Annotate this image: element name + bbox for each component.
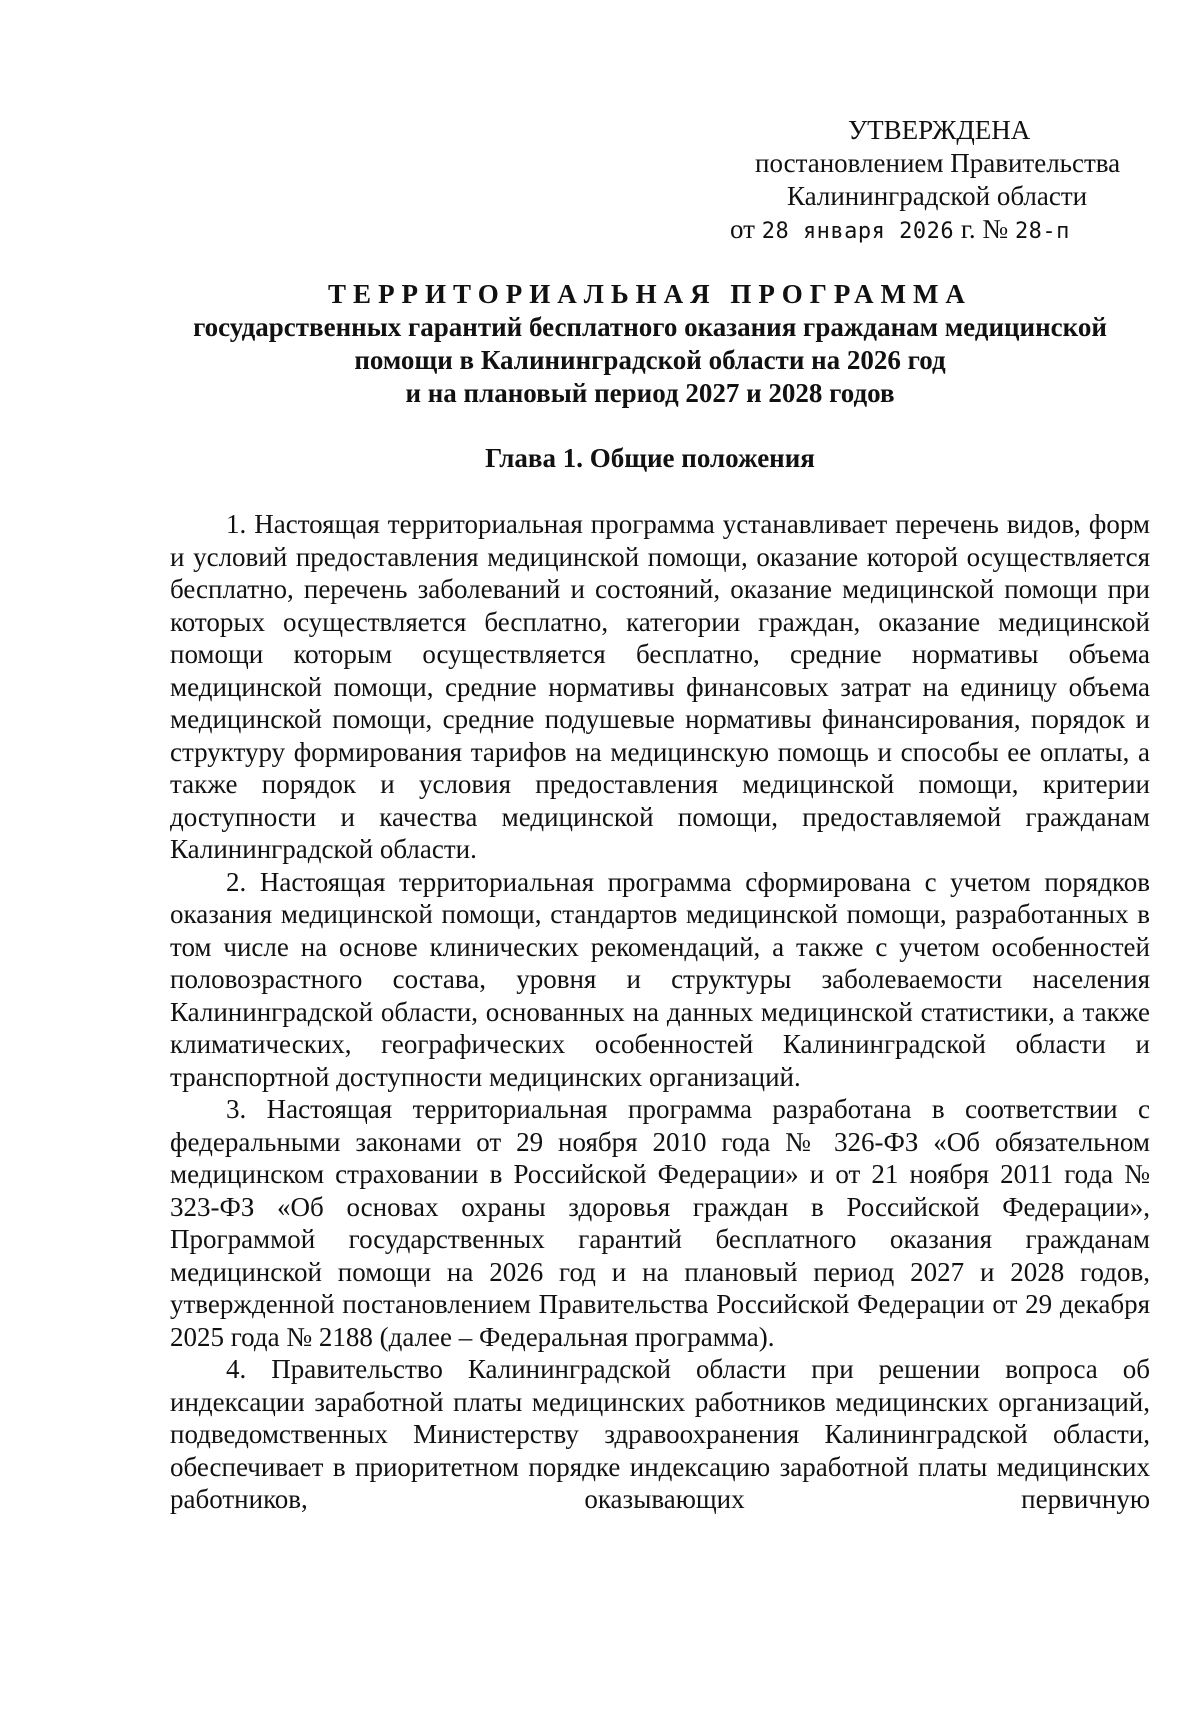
approval-issuer: постановлением Правительства [755,148,1121,178]
approval-region: Калининградской области [787,181,1088,211]
chapter-heading: Глава 1. Общие положения [485,443,815,473]
approval-date-suffix: г. № [960,214,1009,244]
approval-title: УТВЕРЖДЕНА [848,115,1031,145]
approval-date-prefix: от [730,214,755,244]
approval-date-value: 28 января 2026 [761,219,955,244]
approval-date-line [720,213,1140,248]
document-body [170,508,1150,1516]
program-title-line3: и на плановый период 2027 и 2028 годов [405,378,895,408]
approval-stamp-block [720,114,1140,248]
paragraph-1: 1. Настоящая территориальная программа устанавливает перечень видов, форм и условий предоставления медицинской помощи, оказание которой осуществляется бесплатно, перечень заболеваний и состояний, оказание медицинской помощи при которых осуществляется бесплатно, категории граждан, оказание медицинской помощи которым осуществляется бесплатно, средние нормативы объема медицинской помощи, средние нормативы финансовых затрат на единицу объема медицинской помощи, средние подушевые нормативы финансирования, порядок и структуру формирования тарифов на медицинскую помощь и способы ее оплаты, а также порядок и условия предоставления медицинской помощи, критерии доступности и качества медицинской помощи, предоставляемой гражданам Калининградской области. [170,509,1150,864]
paragraph-4: 4. Правительство Калининградской области при решении вопроса об индексации заработной платы медицинских работников медицинских организаций, подведомственных Министерству здравоохранения Калининградской области, обеспечивает в приоритетном порядке индексацию заработной платы медицинских работников, оказывающих первичную [170,1354,1150,1514]
program-title-heading: ТЕРРИТОРИАЛЬНАЯ ПРОГРАММА [328,279,972,309]
program-title-line1: государственных гарантий бесплатного оказания гражданам медицинской [193,312,1107,342]
paragraph-3: 3. Настоящая территориальная программа разработана в соответствии с федеральными законами от 29 ноября 2010 года № 326-ФЗ «Об обязательном медицинском страховании в Российской Федерации» и от 21 ноября 2011 года № 323-ФЗ «Об основах охраны здоровья граждан в Российской Федерации», Программой государственных гарантий бесплатного оказания гражданам медицинской помощи на 2026 год и на плановый период 2027 и 2028 годов, утвержденной постановлением Правительства Российской Федерации от 29 декабря 2025 года № 2188 (далее – Федеральная программа). [170,1094,1150,1352]
paragraph-2: 2. Настоящая территориальная программа сформирована с учетом порядков оказания медицинской помощи, стандартов медицинской помощи, разработанных в том числе на основе клинических рекомендаций, а также с учетом особенностей половозрастного состава, уровня и структуры заболеваемости населения Калининградской области, основанных на данных медицинской статистики, а также климатических, географических особенностей Калининградской области и транспортной доступности медицинских организаций. [170,866,1150,1092]
program-title-line2: помощи в Калининградской области на 2026 год [354,345,946,375]
program-title-block [150,278,1150,410]
approval-number: 28-п [1014,219,1070,244]
